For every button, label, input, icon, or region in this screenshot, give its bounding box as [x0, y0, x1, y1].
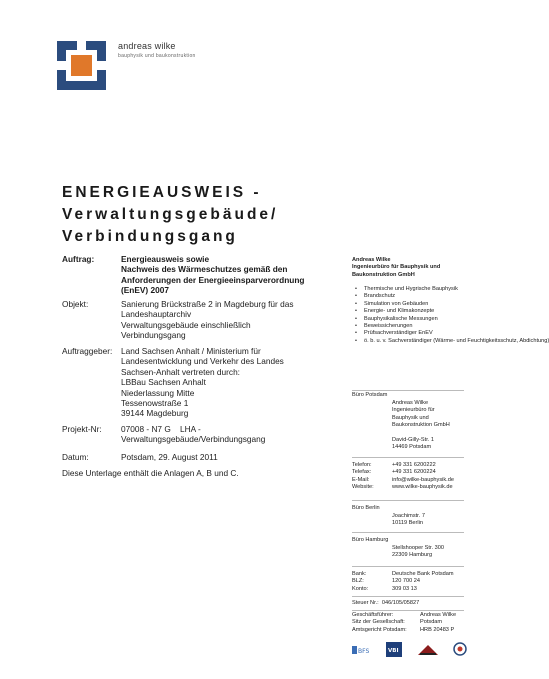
address-line: 10119 Berlin: [392, 520, 423, 527]
legal-row: Sitz der Gesellschaft: Potsdam: [352, 619, 443, 626]
list-item: • Simulation von Gebäuden: [355, 301, 549, 308]
auftraggeber-line: Tessenowstraße 1: [121, 398, 189, 409]
website-link[interactable]: www.wilke-bauphysik.de: [392, 484, 453, 491]
legal-block: [352, 612, 472, 634]
bank-block: [352, 571, 464, 593]
bank-row: BLZ: 120 700 24: [352, 578, 420, 585]
projekt-label: Projekt-Nr:: [62, 424, 102, 434]
auftraggeber-line: Sachsen-Anhalt vertreten durch:: [121, 366, 240, 377]
list-item: • ö. b. u. v. Sachverständiger (Wärme- und Feuchtigkeitsschutz, Abdichtung): [355, 338, 549, 345]
address-line: Stellshooper Str. 300: [392, 545, 444, 551]
auftrag-line: Energieausweis sowie: [121, 254, 210, 264]
auftraggeber-line: LBBau Sachsen Anhalt: [121, 377, 206, 388]
objekt-line: Verbindungsgang: [121, 330, 186, 341]
legal-row: Amtsgericht Potsdam: HRB 20483 P: [352, 626, 455, 633]
projekt-value: [121, 424, 265, 445]
divider: [352, 566, 464, 567]
divider: [352, 457, 464, 458]
auftrag-label: Auftrag:: [62, 254, 95, 264]
bank-row: Konto: 309 03 13: [352, 585, 417, 592]
office-berlin-address: [392, 513, 425, 528]
divider: [352, 596, 464, 597]
services-list: [355, 286, 549, 345]
brand-name: andreas wilke: [118, 41, 176, 51]
company-logo: [57, 41, 106, 90]
company-line: Ingenieurbüro für Bauphysik und: [352, 264, 441, 271]
spacer: [392, 430, 450, 437]
address-line: Ingenieurbüro für: [392, 407, 435, 414]
auftraggeber-line: Land Sachsen Anhalt / Ministerium für: [121, 346, 261, 356]
ihk-logo: [418, 643, 438, 656]
auftraggeber-line: Niederlassung Mitte: [121, 387, 195, 398]
bank-row: Bank: Deutsche Bank Potsdam: [352, 571, 454, 577]
email-link[interactable]: info@wilke-bauphysik.de: [392, 476, 454, 483]
office-potsdam-label: Büro Potsdam: [352, 392, 388, 398]
contact-row: Telefax: +49 331 6200224: [352, 469, 436, 476]
company-line: Baukonstruktion GmbH: [352, 271, 415, 278]
svg-text:BFS: BFS: [358, 648, 370, 655]
office-hamburg-address: [392, 545, 444, 560]
datum-label: Datum:: [62, 452, 89, 462]
title-line: ENERGIEAUSWEIS -: [62, 184, 262, 201]
contact-row[interactable]: Website: www.wilke-bauphysik.de: [352, 484, 453, 491]
contact-block: [352, 462, 464, 492]
auftrag-line: Anforderungen der Energieeinsparverordnung: [121, 274, 305, 285]
address-line: 22309 Hamburg: [392, 552, 433, 559]
contact-row[interactable]: E-Mail: info@wilke-bauphysik.de: [352, 476, 454, 483]
title-line: Verwaltungsgebäude/: [62, 206, 279, 223]
divider: [352, 532, 464, 533]
address-line: 14469 Potsdam: [392, 444, 432, 451]
projekt-line: 07008 - N7 G LHA -: [121, 424, 201, 434]
auftrag-value: [121, 254, 304, 296]
tax-number: Steuer Nr.: 046/105/05827: [352, 600, 420, 606]
list-item: • Bauphysikalische Messungen: [355, 316, 549, 323]
company-line: Andreas Wilke: [352, 257, 391, 263]
office-hamburg-label: Büro Hamburg: [352, 537, 389, 543]
auftraggeber-line: Landesentwicklung und Verkehr des Landes: [121, 356, 284, 367]
auftrag-line: (EnEV) 2007: [121, 285, 169, 296]
address-line: Andreas Wilke: [392, 400, 429, 406]
vbi-logo: [386, 642, 402, 657]
title-line: Verbindungsgang: [62, 228, 238, 245]
address-line: David-Gilly-Str. 1: [392, 437, 434, 444]
address-line: Joachimstr. 7: [392, 513, 425, 519]
legal-row: Geschäftsführer: Andreas Wilke: [352, 612, 457, 618]
bfs-logo: [352, 643, 374, 655]
objekt-line: Sanierung Brückstraße 2 in Magdeburg für das: [121, 299, 294, 309]
list-item: • Beweissicherungen: [355, 323, 549, 330]
address-line: Baukonstruktion GmbH: [392, 422, 450, 429]
divider: [352, 500, 464, 501]
datum-value: Potsdam, 29. August 2011: [121, 452, 218, 462]
contact-row: Telefon: +49 331 6200222: [352, 462, 436, 468]
brand-tagline: bauphysik und baukonstruktion: [118, 53, 196, 59]
attachments-note: Diese Unterlage enthält die Anlagen A, B und C.: [62, 468, 239, 478]
auftrag-line: Nachweis des Wärmeschutzes gemäß den: [121, 264, 288, 275]
sidebar-company: [352, 257, 440, 279]
list-item: • Brandschutz: [355, 293, 549, 300]
objekt-line: Verwaltungsgebäude einschließlich: [121, 319, 251, 330]
svg-text:VBI: VBI: [388, 648, 399, 654]
divider: [352, 610, 464, 611]
office-berlin-label: Büro Berlin: [352, 505, 380, 511]
list-item: • Energie- und Klimakonzepte: [355, 308, 549, 315]
certificate-logo: [452, 642, 468, 657]
list-item: • Thermische und Hygrische Bauphysik: [355, 286, 549, 293]
objekt-value: [121, 299, 294, 341]
divider: [352, 390, 464, 391]
office-potsdam-address: [392, 400, 450, 452]
list-item: • Prüfsachverständiger EnEV: [355, 330, 549, 337]
projekt-line: Verwaltungsgebäude/Verbindungsgang: [121, 434, 266, 445]
objekt-line: Landeshauptarchiv: [121, 309, 192, 320]
objekt-label: Objekt:: [62, 299, 89, 309]
auftraggeber-line: 39144 Magdeburg: [121, 408, 189, 419]
document-title: [62, 182, 278, 248]
auftraggeber-value: [121, 346, 284, 419]
auftraggeber-label: Auftraggeber:: [62, 346, 113, 356]
address-line: Bauphysik und: [392, 414, 429, 421]
